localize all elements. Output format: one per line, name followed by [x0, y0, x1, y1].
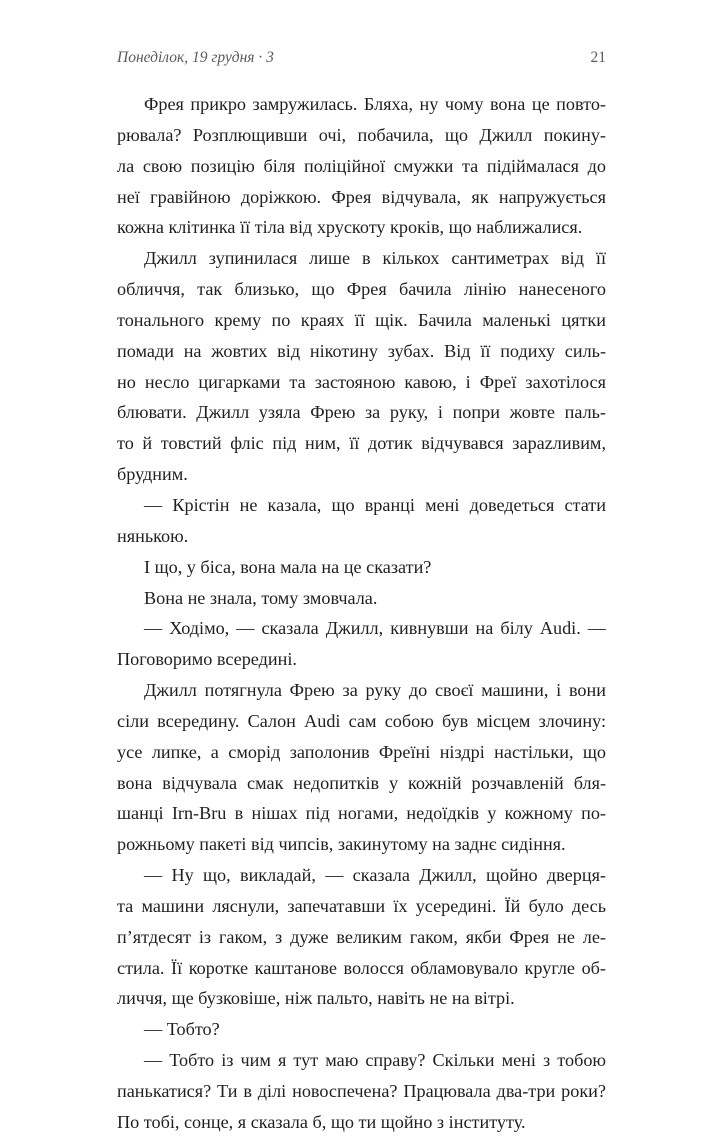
text-line: личчя, ще бузковіше, ніж пальто, навіть не на вітрі.	[117, 988, 515, 1009]
text-line: Джилл потягнула Фрею за руку до своєї машини, і вони	[144, 680, 606, 701]
text-line: брудним.	[117, 464, 188, 485]
text-line: то й товстий фліс під ним, її дотик відчувався зарazливим,	[117, 433, 606, 454]
running-head	[117, 49, 606, 71]
text-line: неї гравійною доріжкою. Фрея відчувала, як напружується	[117, 186, 606, 207]
text-line: — Тобто із чим я тут маю справу? Скільки мені з тобою	[144, 1050, 606, 1071]
text-line: усе липке, а сморід заполонив Фреїні ніздрі настільки, що	[117, 741, 606, 762]
paragraph	[117, 89, 606, 243]
text-line: — Ну що, викладай, — сказала Джилл, щойно дверця-	[144, 865, 606, 886]
text-line: рожньому пакеті від чипсів, закинутому на заднє сидіння.	[117, 834, 566, 855]
text-line: Фрея прикро замружилась. Бляха, ну чому вона це повто-	[144, 94, 606, 114]
text-line: тонального крему по краях її щік. Бачила маленькі цятки	[117, 309, 606, 330]
text-line: Джилл зупинилася лише в кількох сантиметрах від її	[144, 248, 606, 269]
text-line: — Ходімо, — сказала Джилл, кивнувши на білу Audi. —	[144, 618, 606, 639]
text-line: рювала? Розплющивши очі, побачила, що Джилл покину-	[117, 124, 606, 145]
text-line: шанці Irn-Bru в нішах під ногами, недоїдків у кожному по-	[117, 803, 606, 824]
paragraph	[117, 675, 606, 860]
paragraph	[117, 860, 606, 1014]
text-line: блювати. Джилл узяла Фрею за руку, і попри жовте паль-	[117, 402, 606, 423]
text-line: Вона не знала, тому змовчала.	[144, 587, 378, 608]
running-title: Понеділок, 19 грудня · 3	[117, 49, 274, 66]
text-line: обличчя, так близько, що Фрея бачила лінію нанесеного	[117, 279, 606, 300]
text-line: — Крістін не казала, що вранці мені доведеться стати	[144, 494, 606, 515]
paragraph	[117, 552, 606, 583]
paragraph	[117, 583, 606, 614]
text-line: сіли всередину. Салон Audi сам собою був місцем злочину:	[117, 710, 606, 731]
paragraph	[117, 1014, 606, 1045]
text-line: По тобі, сонце, я сказала б, що ти щойно з інституту.	[117, 1111, 526, 1132]
text-line: п’ятдесят із гаком, з дуже великим гаком, якби Фрея не ле-	[117, 926, 606, 947]
paragraph	[117, 243, 606, 490]
text-line: панькатися? Ти в ділі новоспечена? Працювала два-три роки?	[117, 1081, 606, 1101]
text-line: ла свою позицію біля поліційної смужки та підіймалася до	[117, 155, 606, 176]
text-line: стила. Її коротке каштанове волосся обламовувало кругле об-	[117, 957, 606, 978]
text-line: Поговоримо всередині.	[117, 649, 297, 670]
page-number: 21	[590, 49, 606, 66]
text-line: кожна клітинка її тіла від хрускоту кроків, що наближалися.	[117, 217, 583, 238]
text-line: но несло цигарками та застояною кавою, і Фреї захотілося	[117, 371, 606, 392]
paragraph	[117, 613, 606, 675]
text-line: нянькою.	[117, 525, 189, 546]
text-line: та машини ляснули, запечатавши їх усередині. Їй було десь	[117, 895, 606, 916]
paragraph	[117, 1045, 606, 1138]
text-line: — Тобто?	[144, 1019, 220, 1040]
text-line: вона відчувала смак недопитків у кожній розчавленій бля-	[117, 772, 606, 793]
paragraph	[117, 490, 606, 552]
text-line: помади на жовтих від нікотину зубах. Від її подиху силь-	[117, 340, 606, 361]
body-text	[117, 89, 606, 1138]
text-line: І що, у біса, вона мала на це сказати?	[144, 556, 432, 577]
